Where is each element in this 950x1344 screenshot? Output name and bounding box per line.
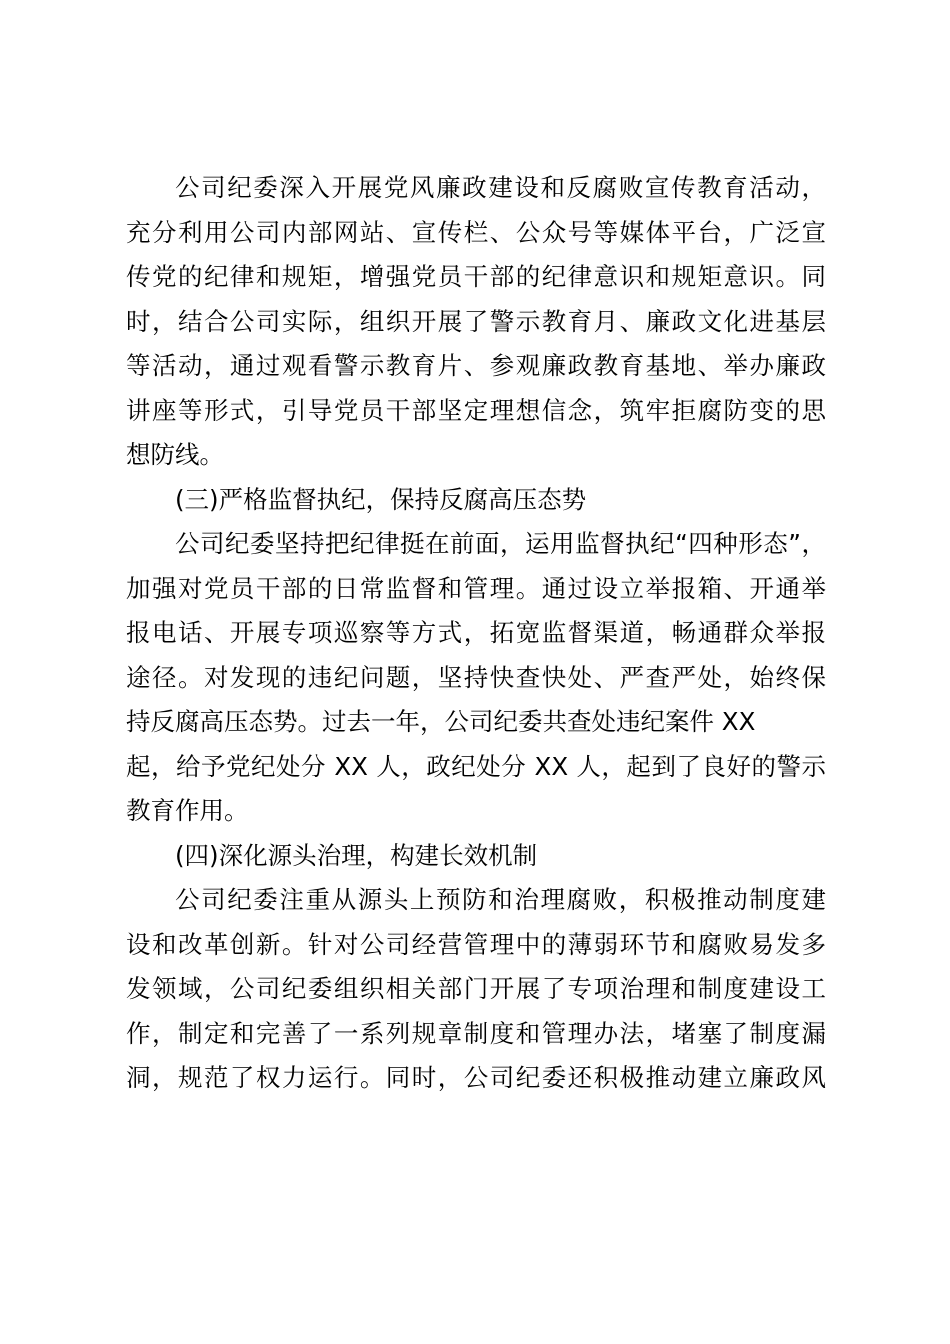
text-line: 传党的纪律和规矩，增强党员干部的纪律意识和规矩意识。同 bbox=[126, 262, 826, 291]
text-line: 教育作用。 bbox=[126, 796, 249, 825]
text-line: 作，制定和完善了一系列规章制度和管理办法，堵塞了制度漏 bbox=[126, 1018, 826, 1048]
text-line: 持反腐高压态势。过去一年，公司纪委共查处违纪案件 XX bbox=[126, 707, 756, 736]
text-line: (四)深化源头治理，构建长效机制 bbox=[175, 840, 538, 870]
text-line: 时，结合公司实际，组织开展了警示教育月、廉政文化进基层 bbox=[126, 306, 826, 336]
text-line: 等活动，通过观看警示教育片、参观廉政教育基地、举办廉政 bbox=[126, 351, 826, 380]
text-line: 报电话、开展专项巡察等方式，拓宽监督渠道，畅通群众举报 bbox=[126, 618, 826, 647]
text-line: (三)严格监督执纪，保持反腐高压态势 bbox=[175, 484, 587, 514]
text-line: 设和改革创新。针对公司经营管理中的薄弱环节和腐败易发多 bbox=[126, 929, 826, 959]
text-line: 公司纪委坚持把纪律挺在前面，运用监督执纪“四种形态”， bbox=[175, 529, 826, 558]
text-line: 想防线。 bbox=[126, 440, 224, 469]
text-line: 公司纪委深入开展党风廉政建设和反腐败宣传教育活动， bbox=[175, 173, 826, 202]
text-line: 公司纪委注重从源头上预防和治理腐败，积极推动制度建 bbox=[175, 885, 826, 914]
text-line: 发领域，公司纪委组织相关部门开展了专项治理和制度建设工 bbox=[126, 974, 826, 1003]
text-line: 加强对党员干部的日常监督和管理。通过设立举报箱、开通举 bbox=[126, 573, 826, 603]
document-body bbox=[126, 166, 826, 1101]
text-line: 起，给予党纪处分 XX 人，政纪处分 XX 人，起到了良好的警示 bbox=[126, 751, 826, 781]
text-line: 途径。对发现的违纪问题，坚持快查快处、严查严处，始终保 bbox=[126, 662, 826, 692]
text-line: 洞，规范了权力运行。同时，公司纪委还积极推动建立廉政风 bbox=[126, 1063, 826, 1092]
text-line: 讲座等形式，引导党员干部坚定理想信念，筑牢拒腐防变的思 bbox=[126, 395, 826, 425]
text-line: 充分利用公司内部网站、宣传栏、公众号等媒体平台，广泛宣 bbox=[126, 217, 826, 247]
